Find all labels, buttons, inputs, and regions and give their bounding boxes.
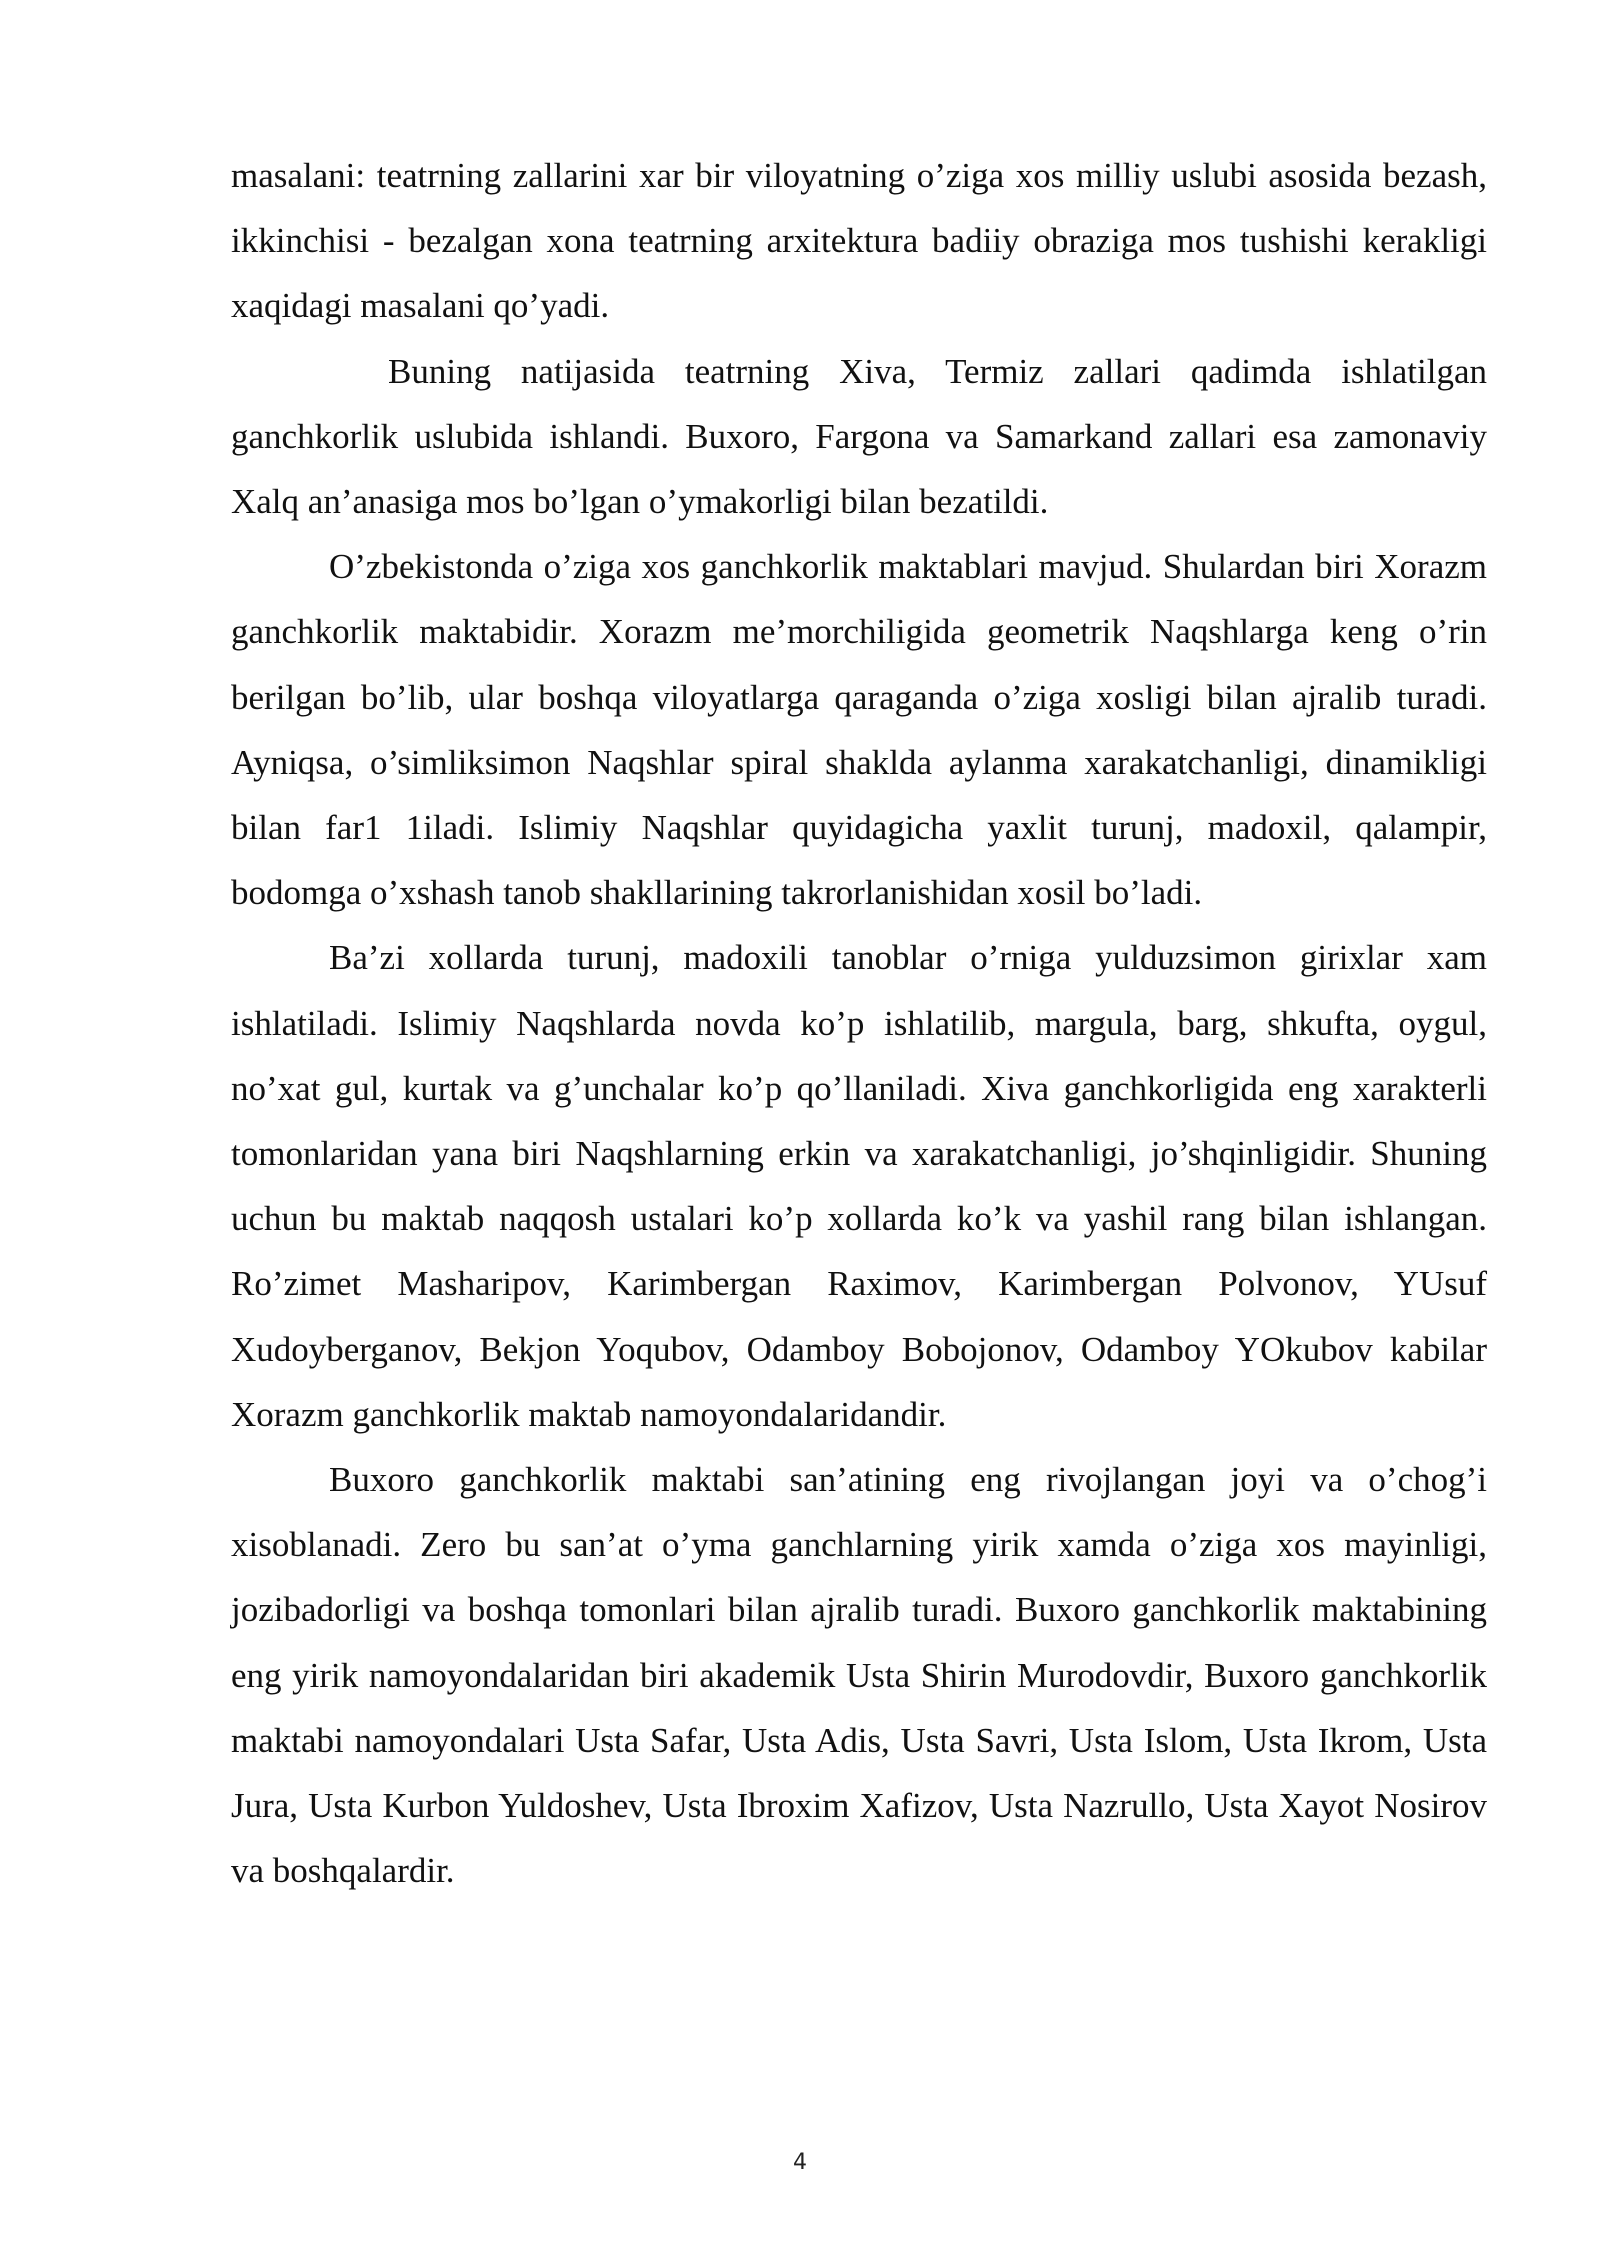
paragraph-4: Ba’zi xollarda turunj, madoxili tanoblar o’rniga yulduzsimon girixlar xam ishlatiladi. Islimiy Naqshlarda novda ko’p ishlatilib, margula, barg, shkufta, oygul, no’xat gul, kurtak va g’unchalar ko’p qo’llaniladi. Xiva ganchkorligida eng xarakterli tomonlaridan yana biri Naqshlarning erkin va xarakatchanligi, jo’shqinligidir. Shuning uchun bu maktab naqqosh ustalari ko’p xollarda ko’k va yashil rang bilan ishlangan. Ro’zimet Masharipov, Karimbergan Raximov, Karimbergan Polvonov, YUsuf Xudoyberganov, Bekjon Yoqubov, Odamboy Bobojonov, Odamboy YOkubov kabilar Xorazm ganchkorlik maktab namoyondalaridandir. xyxy=(231,938,1487,1434)
paragraph-3: O’zbekistonda o’ziga xos ganchkorlik maktablari mavjud. Shulardan biri Xorazm ganchkorlik maktabidir. Xorazm me’morchiligida geometrik Naqshlarga keng o’rin berilgan bo’lib, ular boshqa viloyatlarga qaraganda o’ziga xosligi bilan ajralib turadi. Ayniqsa, o’simliksimon Naqshlar spiral shaklda aylanma xarakatchanligi, dinamikligi bilan far1 1iladi. Islimiy Naqshlar quyidagicha yaxlit turunj, madoxil, qalampir, bodomga o’xshash tanob shakllarining takrorlanishidan xosil bo’ladi. xyxy=(231,547,1487,913)
paragraph-5: Buxoro ganchkorlik maktabi san’atining eng rivojlangan joyi va o’chog’i xisoblanadi. Zero bu san’at o’yma ganchlarning yirik xamda o’ziga xos mayinligi, jozibadorligi va boshqa tomonlari bilan ajralib turadi. Buxoro ganchkorlik maktabining eng yirik namoyondalaridan biri akademik Usta Shirin Murodovdir, Buxoro ganchkorlik maktabi namoyondalari Usta Safar, Usta Adis, Usta Savri, Usta Islom, Usta Ikrom, Usta Jura, Usta Kurbon Yuldoshev, Usta Ibroxim Xafizov, Usta Nazrullo, Usta Xayot Nosirov va boshqalardir. xyxy=(231,1460,1487,1891)
paragraph-1: masalani: teatrning zallarini xar bir viloyatning o’ziga xos milliy uslubi asosida bezash, ikkinchisi - bezalgan xona teatrning arxitektura badiiy obraziga mos tushishi kerakligi xaqidagi masalani qo’yadi. xyxy=(231,156,1487,326)
page-number: 4 xyxy=(793,2150,807,2175)
body-text xyxy=(231,143,1487,1903)
paragraph-2: Buning natijasida teatrning Xiva, Termiz zallari qadimda ishlatilgan ganchkorlik uslubida ishlandi. Buxoro, Fargona va Samarkand zallari esa zamonaviy Xalq an’anasiga mos bo’lgan o’ymakorligi bilan bezatildi. xyxy=(231,351,1487,522)
